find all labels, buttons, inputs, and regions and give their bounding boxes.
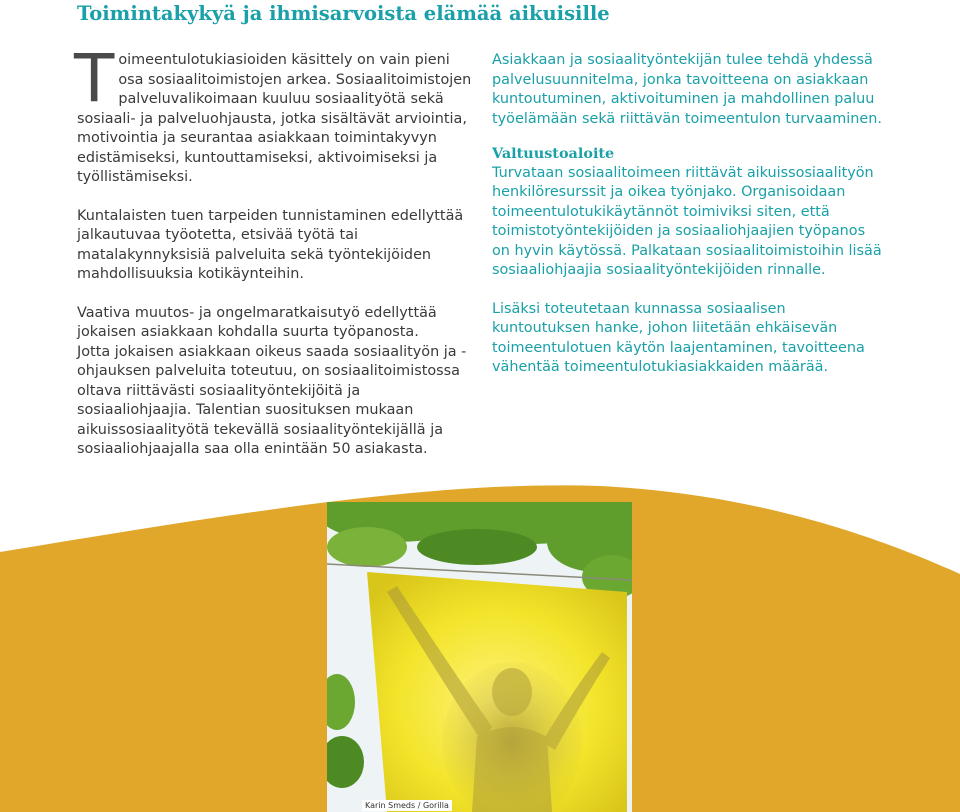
workload-text-a: Vaativa muutos- ja ongelmaratkaisutyö edellyttää jokaisen asiakkaan kohdalla suurta työpanosta.	[77, 304, 437, 340]
photo-woman-yellow-cloth	[327, 502, 632, 812]
workload-text-b: Jotta jokaisen asiakkaan oikeus saada sosiaalityön ja -ohjauksen palveluita toteutuu, on sosiaalitoimistossa oltava riittävästi sosiaalityöntekijöitä ja sosiaaliohjaajia. Talentian suosituksen mukaan aikuissosiaalityötä tekevällä sosiaalityöntekijällä ja sosiaaliohjaajalla saa olla enintään 50 asiakasta.	[77, 343, 467, 457]
initiative-section	[492, 144, 887, 281]
paragraph-workload	[77, 304, 472, 460]
drop-cap: T	[74, 40, 115, 117]
left-column	[74, 40, 472, 479]
right-column	[492, 51, 887, 397]
intro-text: oimeentulotukiasioiden käsittely on vain pieni osa sosiaalitoimistojen arkea. Sosiaalitoimistojen palveluvalikoimaan kuuluu sosiaalityötä sekä sosiaali- ja palveluohjausta, jotka sisältävät arviointia, motivointia ja seurantaa asiakkaan toimintakyvyn edistämiseksi, kuntouttamiseksi, aktivoimiseksi ja työllistämiseksi.	[77, 52, 472, 185]
page-title: Toimintakykyä ja ihmisarvoista elämää aikuisille	[77, 2, 610, 25]
paragraph-needs: Kuntalaisten tuen tarpeiden tunnistaminen edellyttää jalkautuvaa työotetta, etsivää työtä tai matalakynnyksisiä palveluita sekä työntekijöiden mahdollisuuksia kotikäynteihin.	[77, 207, 464, 282]
paragraph-rehabilitation: Lisäksi toteutetaan kunnassa sosiaalisen kuntoutuksen hanke, johon liitetään ehkäisevän toimeentulotuen käytön laajentaminen, tavoitteena vähentää toimeentulotukiasiakkaiden määrää.	[492, 300, 865, 375]
initiative-heading: Valtuustoaloite	[492, 145, 615, 162]
paragraph-service-plan: Asiakkaan ja sosiaalityöntekijän tulee tehdä yhdessä palvelusuunnitelma, jonka tavoitteena on asiakkaan kuntoutuminen, aktivoituminen ja mahdollinen paluu työelämään sekä riittävän toimeentulon turvaaminen.	[492, 52, 882, 127]
initiative-text: Turvataan sosiaalitoimeen riittävät aikuissosiaalityön henkilöresurssit ja oikea työnjako. Organisoidaan toimeentulotukikäytännöt toimiviksi siten, että toimistotyöntekijöiden ja sosiaaliohjaajien työpanos on hyvin käytössä. Palkataan sosiaalitoimistoihin lisää sosiaaliohjaajia sosiaalityöntekijöiden rinnalle.	[492, 164, 882, 278]
photo-credit: Karin Smeds / Gorilla	[362, 800, 452, 811]
photo-illustration	[327, 502, 632, 812]
intro-paragraph	[74, 40, 472, 188]
